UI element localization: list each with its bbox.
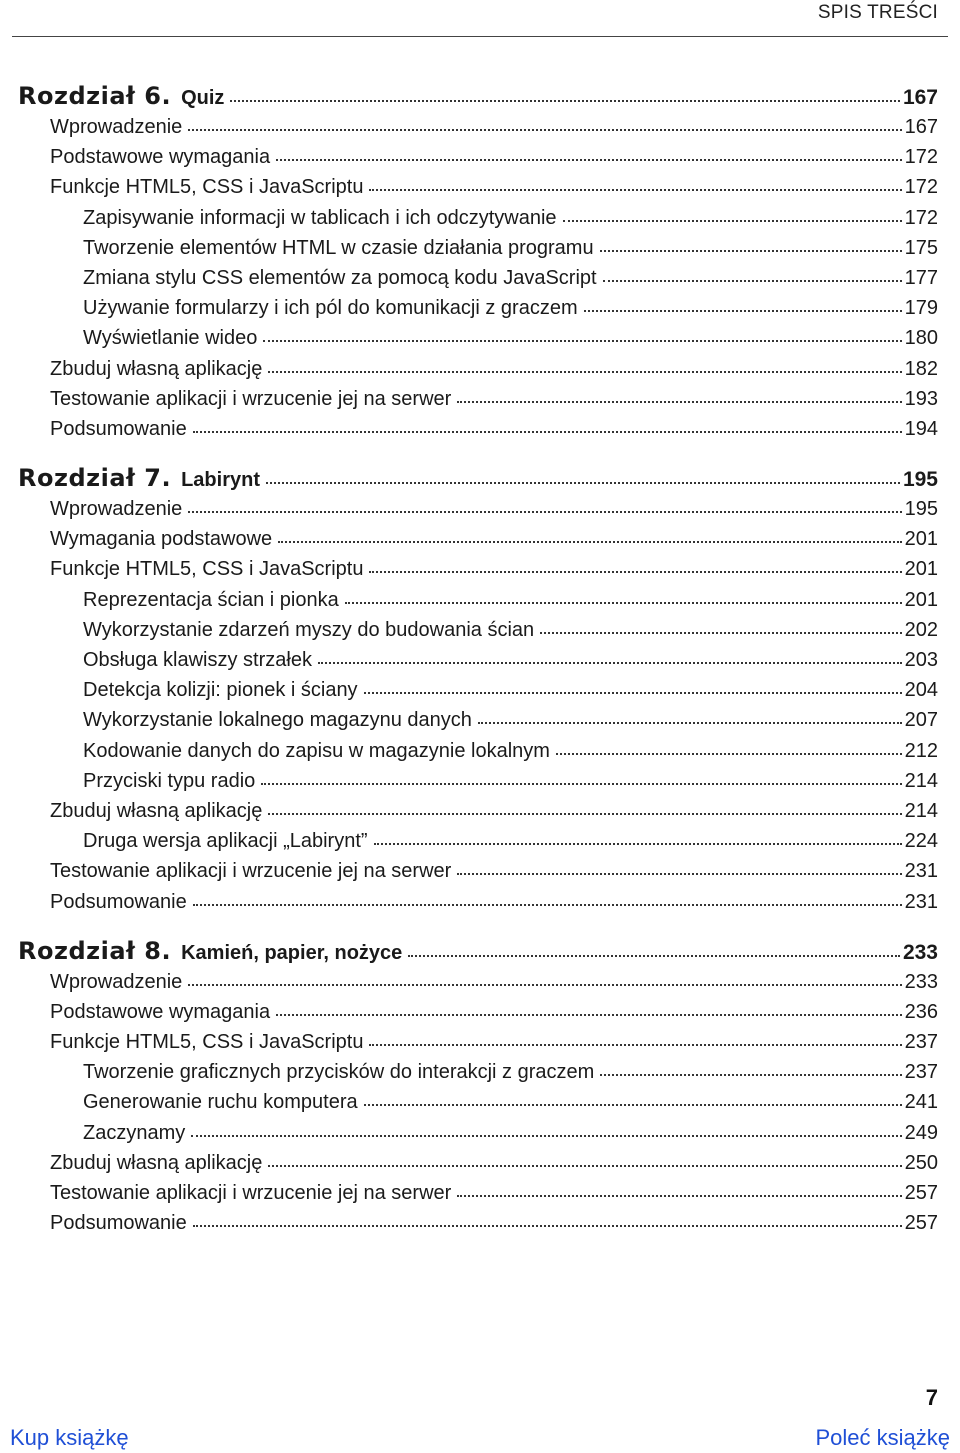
dot-leader [584, 310, 902, 312]
dot-leader [268, 371, 901, 373]
dot-leader [230, 100, 900, 102]
toc-entry-page: 212 [904, 739, 938, 762]
chapter-heading[interactable] [18, 80, 938, 112]
toc-entry-page: 193 [904, 387, 938, 410]
toc-entry-page: 224 [904, 830, 938, 853]
toc-entry-title: Zbuduj własną aplikację [50, 357, 263, 380]
dot-leader [603, 280, 902, 282]
dot-leader [600, 1074, 901, 1076]
toc-entry[interactable] [18, 967, 938, 997]
toc-entry-title: Funkcje HTML5, CSS i JavaScriptu [50, 176, 364, 199]
chapter-heading[interactable] [18, 462, 938, 494]
toc-entry[interactable] [18, 997, 938, 1027]
toc-entry-title: Przyciski typu radio [83, 769, 256, 792]
dot-leader [191, 1135, 901, 1137]
toc-entry-title: Reprezentacja ścian i pionka [83, 588, 339, 611]
toc-entry-title: Funkcje HTML5, CSS i JavaScriptu [50, 558, 364, 581]
toc-entry-page: 180 [904, 327, 938, 350]
toc-entry-title: Testowanie aplikacji i wrzucenie jej na serwer [50, 860, 452, 883]
toc-entry-title: Druga wersja aplikacji „Labirynt” [83, 830, 368, 853]
chapter-title: Labirynt [181, 469, 260, 492]
toc-entry-title: Kodowanie danych do zapisu w magazynie lokalnym [83, 739, 550, 762]
dot-leader [457, 873, 901, 875]
dot-leader [345, 602, 902, 604]
toc-entry[interactable] [18, 414, 938, 444]
dot-leader [408, 955, 900, 957]
toc-entry[interactable] [18, 645, 938, 675]
toc-entry-title: Zmiana stylu CSS elementów za pomocą kodu JavaScript [83, 266, 597, 289]
toc-entry-page: 201 [904, 558, 938, 581]
toc-entry-title: Podstawowe wymagania [50, 1000, 271, 1023]
dot-leader [457, 1195, 901, 1197]
table-of-contents [18, 80, 938, 1256]
toc-entry[interactable] [18, 796, 938, 826]
dot-leader [188, 129, 901, 131]
toc-entry-title: Wykorzystanie lokalnego magazynu danych [83, 709, 472, 732]
toc-entry[interactable] [18, 1118, 938, 1148]
toc-entry-title: Zaczynamy [83, 1121, 186, 1144]
toc-entry[interactable] [18, 524, 938, 554]
toc-entry-page: 201 [904, 528, 938, 551]
toc-entry-title: Obsługa klawiszy strzałek [83, 649, 312, 671]
dot-leader [193, 431, 902, 433]
chapter-page: 233 [902, 940, 938, 964]
dot-leader [364, 1104, 902, 1106]
chapter-page: 195 [902, 468, 938, 492]
toc-entry[interactable] [18, 1208, 938, 1238]
toc-entry[interactable] [18, 675, 938, 705]
buy-book-link[interactable]: Kup książkę [10, 1425, 129, 1450]
toc-entry[interactable] [18, 1148, 938, 1178]
recommend-book-link[interactable]: Poleć książkę [815, 1425, 950, 1450]
toc-entry-page: 249 [904, 1121, 938, 1144]
toc-entry-title: Tworzenie graficznych przycisków do interakcji z graczem [83, 1061, 595, 1084]
dot-leader [261, 783, 901, 785]
toc-entry-page: 201 [904, 588, 938, 611]
toc-entry-page: 207 [904, 709, 938, 732]
toc-entry-title: Podstawowe wymagania [50, 146, 271, 169]
dot-leader [600, 250, 902, 252]
toc-entry-title: Testowanie aplikacji i wrzucenie jej na serwer [50, 387, 452, 410]
dot-leader [268, 813, 901, 815]
toc-entry[interactable] [18, 615, 938, 645]
dot-leader [276, 159, 902, 161]
toc-entry-page: 203 [904, 649, 938, 671]
toc-entry-title: Wprowadzenie [50, 498, 183, 521]
chapter-title: Kamień, papier, nożyce [181, 941, 403, 964]
toc-entry[interactable] [18, 323, 938, 353]
dot-leader [263, 340, 901, 342]
dot-leader [563, 220, 902, 222]
dot-leader [556, 753, 902, 755]
dot-leader [266, 482, 900, 484]
toc-entry-page: 194 [904, 417, 938, 440]
toc-entry-page: 172 [904, 146, 938, 169]
toc-entry-title: Tworzenie elementów HTML w czasie działania programu [83, 236, 594, 259]
chapter-section [18, 80, 938, 444]
chapter-title: Quiz [181, 87, 225, 109]
dot-leader [369, 189, 901, 191]
toc-entry[interactable] [18, 1178, 938, 1208]
toc-entry[interactable] [18, 494, 938, 524]
dot-leader [268, 1165, 901, 1167]
toc-entry-page: 236 [904, 1000, 938, 1023]
toc-entry[interactable] [18, 887, 938, 917]
dot-leader [188, 984, 901, 986]
toc-entry-title: Detekcja kolizji: pionek i ściany [83, 679, 358, 702]
dot-leader [374, 843, 902, 845]
toc-entry[interactable] [18, 1057, 938, 1087]
toc-entry-title: Zbuduj własną aplikację [50, 799, 263, 822]
chapter-heading[interactable] [18, 935, 938, 967]
chapter-section [18, 935, 938, 1239]
toc-entry-title: Zbuduj własną aplikację [50, 1151, 263, 1174]
toc-entry-page: 175 [904, 236, 938, 259]
toc-entry-page: 204 [904, 679, 938, 702]
dot-leader [278, 541, 901, 543]
toc-entry-title: Zapisywanie informacji w tablicach i ich odczytywanie [83, 206, 557, 229]
chapter-label: Rozdział 6. [18, 82, 172, 110]
toc-entry-page: 195 [904, 498, 938, 521]
toc-entry[interactable] [18, 554, 938, 584]
toc-entry-page: 214 [904, 799, 938, 822]
toc-entry-page: 250 [904, 1151, 938, 1174]
toc-entry[interactable] [18, 736, 938, 766]
toc-entry-page: 257 [904, 1212, 938, 1235]
dot-leader [478, 722, 902, 724]
chapter-label: Rozdział 8. [18, 936, 172, 965]
toc-entry-title: Wykorzystanie zdarzeń myszy do budowania ścian [83, 618, 535, 641]
toc-entry-page: 231 [904, 860, 938, 883]
dot-leader [276, 1014, 902, 1016]
toc-entry-title: Wprowadzenie [50, 116, 183, 138]
toc-entry-page: 231 [904, 890, 938, 913]
toc-entry[interactable] [18, 1087, 938, 1117]
toc-entry-title: Wymagania podstawowe [50, 528, 273, 551]
toc-entry-page: 177 [904, 266, 938, 289]
toc-entry-page: 237 [904, 1061, 938, 1084]
toc-entry[interactable] [18, 585, 938, 615]
dot-leader [540, 632, 901, 634]
toc-entry-page: 214 [904, 769, 938, 792]
dot-leader [188, 511, 901, 513]
toc-entry-title: Podsumowanie [50, 417, 187, 440]
toc-entry-title: Wyświetlanie wideo [83, 327, 258, 350]
toc-entry[interactable] [18, 112, 938, 142]
toc-entry-page: 172 [904, 176, 938, 199]
dot-leader [457, 401, 901, 403]
toc-entry-page: 182 [904, 357, 938, 380]
toc-entry[interactable] [18, 766, 938, 796]
chapter-page: 167 [902, 86, 938, 109]
page-number: 7 [925, 1385, 938, 1410]
toc-entry-title: Podsumowanie [50, 890, 187, 913]
header-divider [12, 36, 948, 37]
dot-leader [193, 1225, 902, 1227]
toc-entry[interactable] [18, 293, 938, 323]
dot-leader [193, 904, 902, 906]
toc-entry[interactable] [18, 233, 938, 263]
toc-entry-title: Generowanie ruchu komputera [83, 1091, 358, 1114]
toc-entry-title: Funkcje HTML5, CSS i JavaScriptu [50, 1031, 364, 1054]
toc-entry[interactable] [18, 1027, 938, 1057]
toc-entry[interactable] [18, 856, 938, 886]
toc-entry[interactable] [18, 705, 938, 735]
toc-entry[interactable] [18, 384, 938, 414]
toc-entry-page: 167 [904, 116, 938, 138]
toc-entry-title: Wprowadzenie [50, 970, 183, 993]
toc-entry-title: Używanie formularzy i ich pól do komunikacji z graczem [83, 297, 578, 320]
toc-entry[interactable] [18, 263, 938, 293]
chapter-section [18, 462, 938, 917]
toc-entry[interactable] [18, 826, 938, 856]
toc-entry-page: 172 [904, 206, 938, 229]
toc-entry-page: 257 [904, 1182, 938, 1204]
toc-entry-title: Podsumowanie [50, 1212, 187, 1235]
dot-leader [318, 662, 902, 664]
dot-leader [364, 692, 902, 694]
dot-leader [369, 1044, 901, 1046]
running-header: SPIS TREŚCI [817, 2, 938, 23]
dot-leader [369, 571, 901, 573]
toc-entry[interactable] [18, 203, 938, 233]
toc-entry-page: 202 [904, 618, 938, 641]
toc-entry-page: 233 [904, 970, 938, 993]
toc-entry-page: 237 [904, 1031, 938, 1054]
toc-entry-title: Testowanie aplikacji i wrzucenie jej na serwer [50, 1182, 452, 1204]
toc-entry[interactable] [18, 172, 938, 202]
toc-entry[interactable] [18, 354, 938, 384]
chapter-label: Rozdział 7. [18, 464, 172, 493]
toc-entry-page: 241 [904, 1091, 938, 1114]
toc-entry-page: 179 [904, 297, 938, 320]
toc-entry[interactable] [18, 142, 938, 172]
